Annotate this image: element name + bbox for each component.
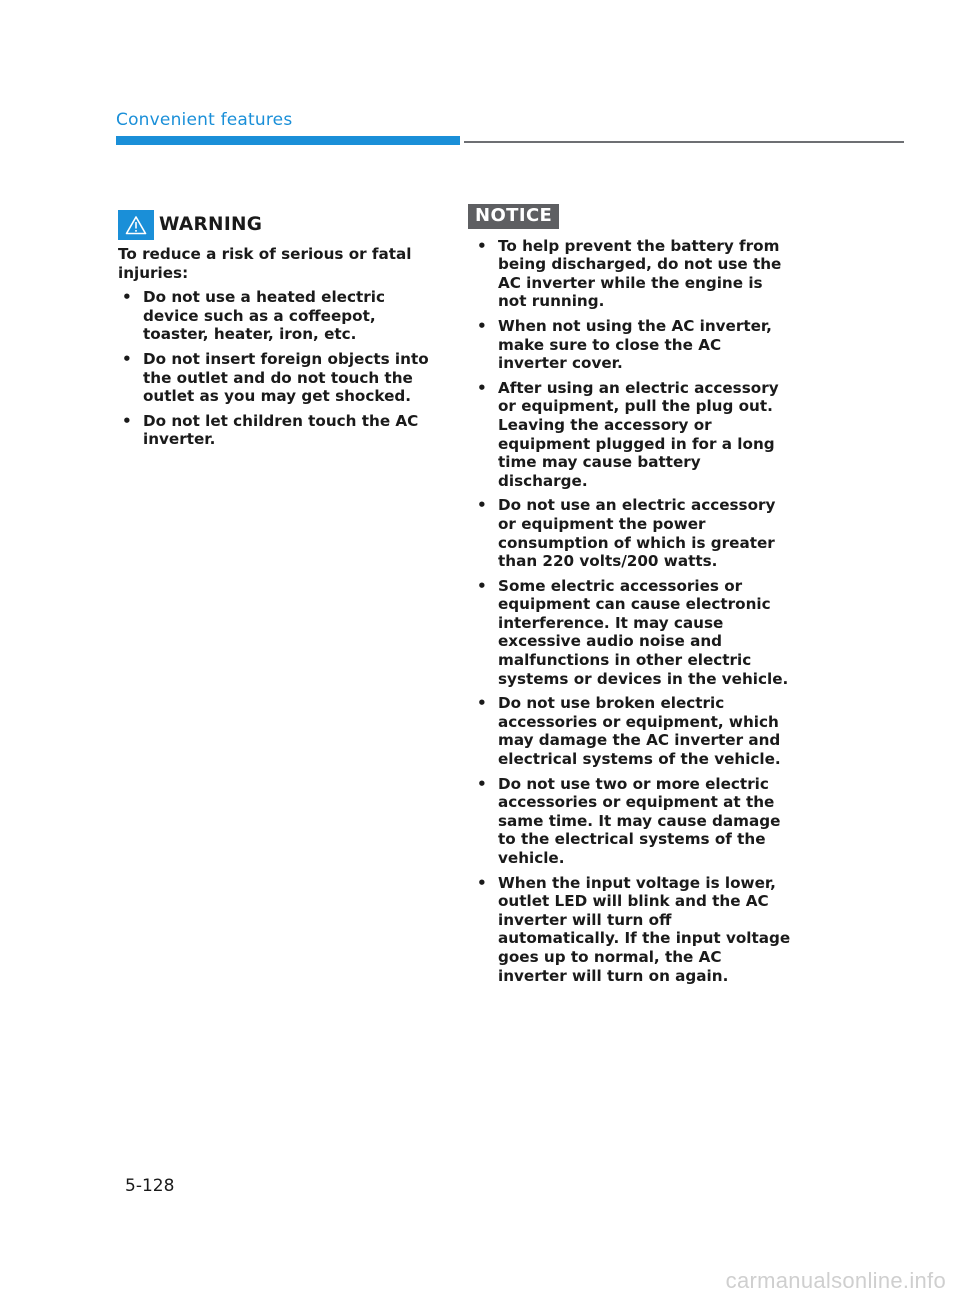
notice-list	[473, 237, 795, 986]
warning-title: WARNING	[159, 213, 263, 235]
header-divider	[464, 141, 904, 143]
notice-item: • Some electric accessories or equipment can cause electronic interference. It may cause excessive audio noise and malfunctions in other electric systems or devices in the vehicle.	[473, 577, 795, 689]
section-title: Convenient features	[116, 110, 293, 130]
page-number: 5-128	[125, 1176, 175, 1196]
notice-block	[473, 204, 795, 991]
notice-item: • After using an electric accessory or equipment, pull the plug out. Leaving the accessory or equipment plugged in for a long time may cause battery discharge.	[473, 379, 795, 491]
warning-block	[118, 210, 440, 455]
watermark-link[interactable]: carmanualsonline.info	[725, 1268, 946, 1293]
notice-item: • Do not use an electric accessory or equipment the power consumption of which is greater than 220 volts/200 watts.	[473, 496, 795, 570]
warning-list	[118, 288, 440, 449]
warning-item: • Do not let children touch the AC inverter.	[118, 412, 440, 449]
notice-item: • Do not use broken electric accessories or equipment, which may damage the AC inverter and electrical systems of the vehicle.	[473, 694, 795, 768]
warning-item: • Do not insert foreign objects into the outlet and do not touch the outlet as you may get shocked.	[118, 350, 440, 406]
warning-heading	[118, 210, 440, 240]
warning-triangle-icon	[118, 210, 154, 240]
notice-badge: NOTICE	[468, 204, 559, 229]
warning-item: • Do not use a heated electric device such as a coffeepot, toaster, heater, iron, etc.	[118, 288, 440, 344]
notice-item: • When not using the AC inverter, make sure to close the AC inverter cover.	[473, 317, 795, 373]
notice-item: • Do not use two or more electric accessories or equipment at the same time. It may cause damage to the electrical systems of the vehicle.	[473, 775, 795, 868]
notice-item: • When the input voltage is lower, outlet LED will blink and the AC inverter will turn off automatically. If the input voltage goes up to normal, the AC inverter will turn on again.	[473, 874, 795, 986]
notice-item: • To help prevent the battery from being discharged, do not use the AC inverter while the engine is not running.	[473, 237, 795, 311]
header-accent-bar	[116, 136, 460, 145]
warning-intro: To reduce a risk of serious or fatal injuries:	[118, 245, 412, 282]
